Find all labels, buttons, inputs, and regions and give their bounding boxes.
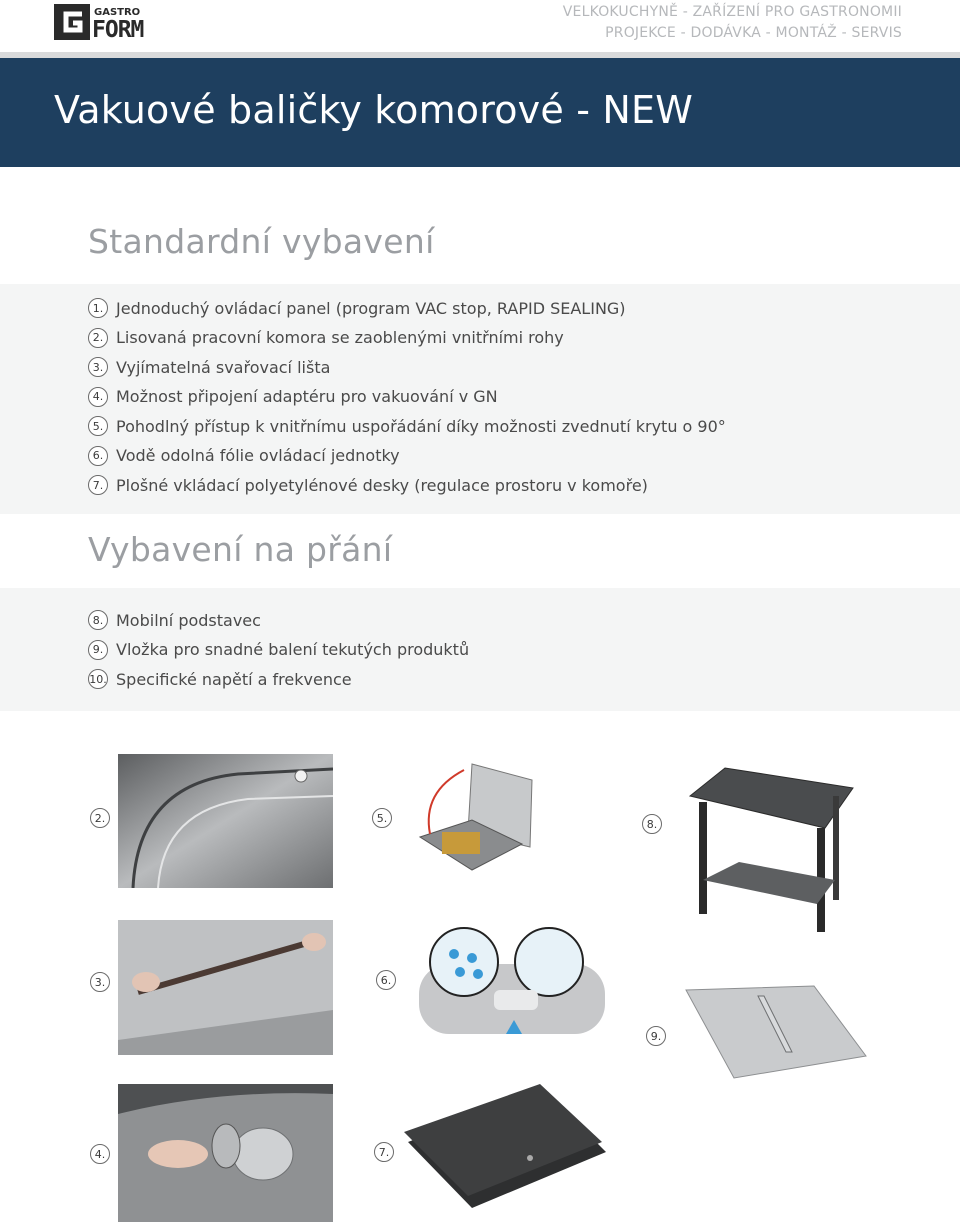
item-text: Vložka pro snadné balení tekutých produktů [116, 640, 470, 659]
standard-item [88, 385, 498, 409]
item-number: 2. [88, 328, 108, 348]
item-text: Vyjímatelná svařovací lišta [116, 357, 331, 377]
item-text: Jednoduchý ovládací panel (program VAC stop, RAPID SEALING) [116, 298, 626, 318]
page-title: Vakuové baličky komorové - NEW [54, 88, 694, 132]
item-number: 3. [88, 357, 108, 377]
item-number: 1. [88, 298, 108, 318]
photo-sealing-bar [118, 920, 333, 1055]
logo-small-text: GASTRO [94, 7, 141, 18]
page-header [0, 0, 960, 52]
photo-liquid-insert [684, 980, 868, 1086]
item-number: 7. [88, 475, 108, 495]
tagline-line-2: PROJEKCE - DODÁVKA - MONTÁŽ - SERVIS [605, 25, 902, 41]
photo-mobile-stand [685, 758, 855, 936]
logo-big-text: FORM [92, 17, 144, 40]
tagline [563, 2, 902, 44]
gastroform-logo [54, 4, 146, 40]
optional-equipment-heading: Vybavení na přání [88, 530, 393, 569]
gallery-badge-5: 5. [372, 808, 392, 828]
title-banner [0, 58, 960, 167]
item-number: 5. [88, 416, 108, 436]
gallery-badge-6: 6. [376, 970, 396, 990]
gallery-badge-2: 2. [90, 808, 110, 828]
item-text: Specifické napětí a frekvence [116, 669, 352, 689]
item-text: Pohodlný přístup k vnitřnímu uspořádání díky možnosti zvednutí krytu o 90° [116, 416, 726, 436]
item-text: Vodě odolná fólie ovládací jednotky [116, 446, 400, 465]
photo-gn-adapter [118, 1084, 333, 1222]
gallery-badge-8: 8. [642, 814, 662, 834]
item-number: 9. [88, 640, 108, 660]
gallery-badge-3: 3. [90, 972, 110, 992]
item-text: Mobilní podstavec [116, 610, 261, 630]
item-text: Lisovaná pracovní komora se zaoblenými vnitřními rohy [116, 328, 564, 347]
standard-item [88, 355, 330, 379]
standard-item [88, 473, 648, 497]
photo-polyethylene-boards [402, 1084, 607, 1212]
photo-chamber [118, 754, 333, 888]
item-number: 6. [88, 446, 108, 466]
gallery-badge-9: 9. [646, 1026, 666, 1046]
photo-control-foil [414, 924, 608, 1054]
item-number: 10. [88, 669, 108, 689]
photo-open-lid [402, 752, 547, 890]
item-number: 8. [88, 610, 108, 630]
standard-item [88, 444, 400, 468]
gallery-badge-7: 7. [374, 1142, 394, 1162]
optional-item [88, 667, 352, 691]
optional-item [88, 608, 261, 632]
standard-item [88, 414, 726, 438]
item-number: 4. [88, 387, 108, 407]
item-text: Možnost připojení adaptéru pro vakuování v GN [116, 387, 498, 406]
gallery-badge-4: 4. [90, 1144, 110, 1164]
standard-equipment-heading: Standardní vybavení [88, 222, 435, 261]
standard-item [88, 326, 564, 350]
tagline-line-1: VELKOKUCHYNĚ - ZAŘÍZENÍ PRO GASTRONOMII [562, 4, 902, 20]
optional-item [88, 638, 469, 662]
standard-item [88, 296, 626, 320]
item-text: Plošné vkládací polyetylénové desky (regulace prostoru v komoře) [116, 475, 648, 495]
